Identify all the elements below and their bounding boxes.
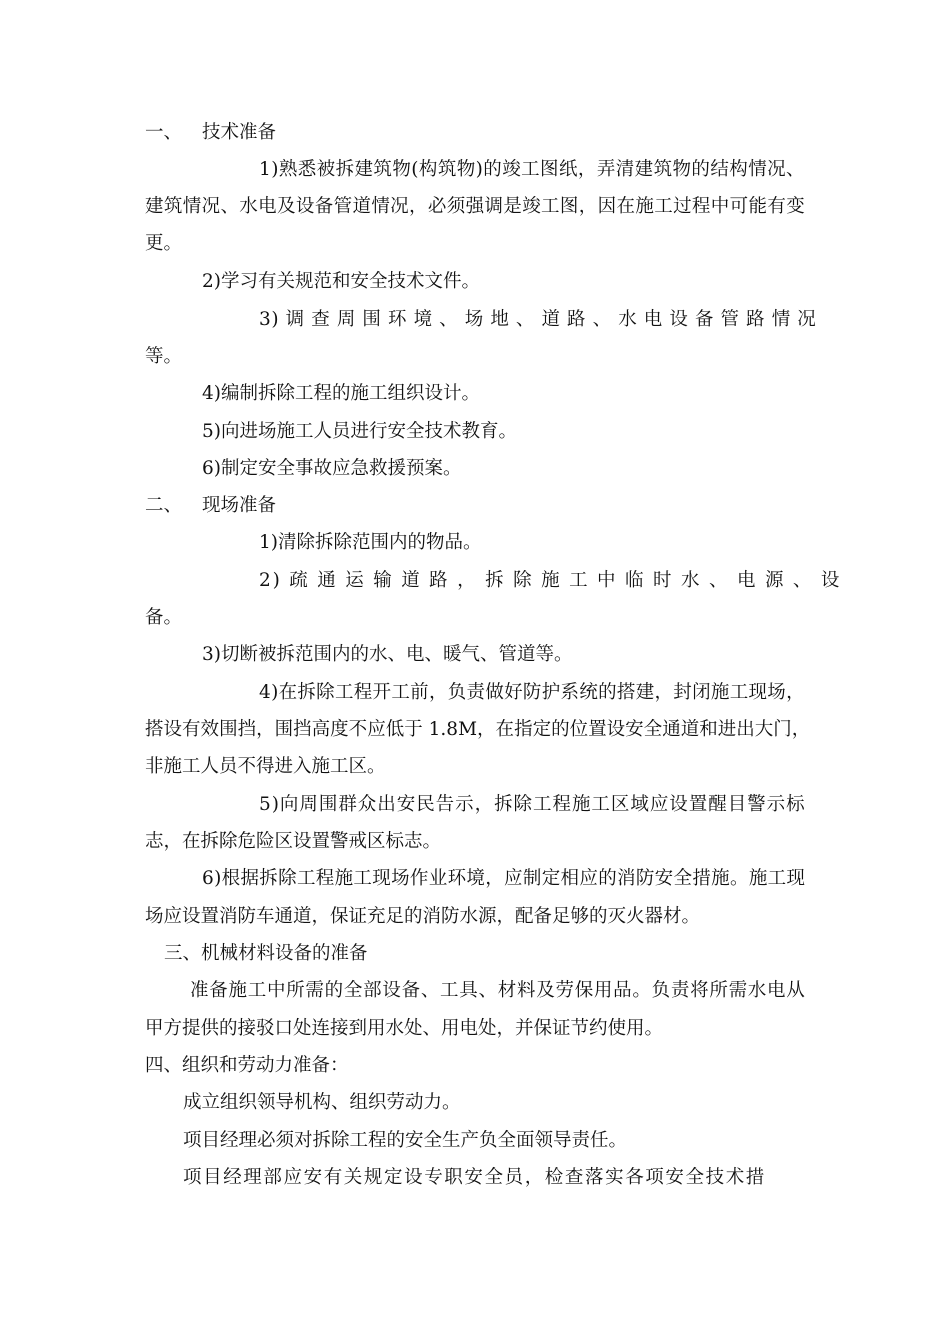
section-4-heading: 四、组织和劳动力准备： (145, 1055, 349, 1076)
section-1-heading: 技术准备 (202, 122, 277, 143)
paragraph-line: 等。 (145, 346, 183, 367)
paragraph-line: 建 筑 情 况 、 水 电 及 设 备 管 道 情 况 ， 必 须 强 调 是 竣 工 图 ， 因 在 施 工 过 程 中 可 能 有 变 (145, 196, 805, 217)
section-1-number: 一、 (145, 122, 183, 143)
paragraph-line: 5)向进场施工人员进行安全技术教育。 (202, 421, 517, 442)
section-2-heading: 现场准备 (202, 495, 277, 516)
paragraph-line: 甲方提供的接驳口处连接到用水处、用电处，并保证节约使用。 (145, 1018, 664, 1039)
paragraph-line: 4)编制拆除工程的施工组织设计。 (202, 383, 480, 404)
paragraph-line: 志，在拆除危险区设置警戒区标志。 (145, 831, 442, 852)
section-3-heading: 三、机械材料设备的准备 (164, 943, 368, 964)
paragraph-line: 备。 (145, 607, 183, 628)
paragraph-line: 3) 调 查 周 围 环 境 、 场 地 、 道 路 、 水 电 设 备 管 路 情 况 (259, 309, 817, 330)
paragraph-line: 准 备 施 工 中 所 需 的 全 部 设 备 、 工 具 、 材 料 及 劳 保 用 品 。 负 责 将 所 需 水 电 从 (190, 980, 805, 1001)
paragraph-line: 2) 疏 通 运 输 道 路 ， 拆 除 施 工 中 临 时 水 、 电 源 、 设 (259, 570, 842, 591)
paragraph-line: 1 ) 熟 悉 被 拆 建 筑 物 ( 构 筑 物 ) 的 竣 工 图 纸 ， 弄 清 建 筑 物 的 结 构 情 况 、 (259, 159, 805, 180)
paragraph-line: 非施工人员不得进入施工区。 (145, 756, 386, 777)
paragraph-line: 6 ) 根 据 拆 除 工 程 施 工 现 场 作 业 环 境 ， 应 制 定 相 应 的 消 防 安 全 措 施 。 施 工 现 (202, 868, 805, 889)
paragraph-line: 搭 设 有 效 围 挡 ， 围 挡 高 度 不 应 低 于 1 . 8 M ， 在 指 定 的 位 置 设 安 全 通 道 和 进 出 大 门 ， (145, 719, 811, 740)
paragraph-line: 项目经理部应安有关规定设专职安全员，检查落实各项安全技术措 (183, 1167, 766, 1188)
paragraph-line: 3)切断被拆范围内的水、电、暖气、管道等。 (202, 644, 573, 665)
paragraph-line: 场应设置消防车通道，保证充足的消防水源，配备足够的灭火器材。 (145, 906, 701, 927)
paragraph-line: 6)制定安全事故应急救援预案。 (202, 458, 462, 479)
paragraph-line: 1)清除拆除范围内的物品。 (259, 532, 482, 553)
paragraph-line: 更。 (145, 233, 183, 254)
section-2-number: 二、 (145, 495, 183, 516)
paragraph-line: 4 ) 在 拆 除 工 程 开 工 前 ， 负 责 做 好 防 护 系 统 的 搭 建 ， 封 闭 施 工 现 场 ， (259, 682, 805, 703)
paragraph-line: 2)学习有关规范和安全技术文件。 (202, 271, 480, 292)
paragraph-line: 项目经理必须对拆除工程的安全生产负全面领导责任。 (183, 1130, 628, 1151)
paragraph-line: 成立组织领导机构、组织劳动力。 (183, 1092, 461, 1113)
paragraph-line: 5 ) 向 周 围 群 众 出 安 民 告 示 ， 拆 除 工 程 施 工 区 域 应 设 置 醒 目 警 示 标 (259, 794, 805, 815)
